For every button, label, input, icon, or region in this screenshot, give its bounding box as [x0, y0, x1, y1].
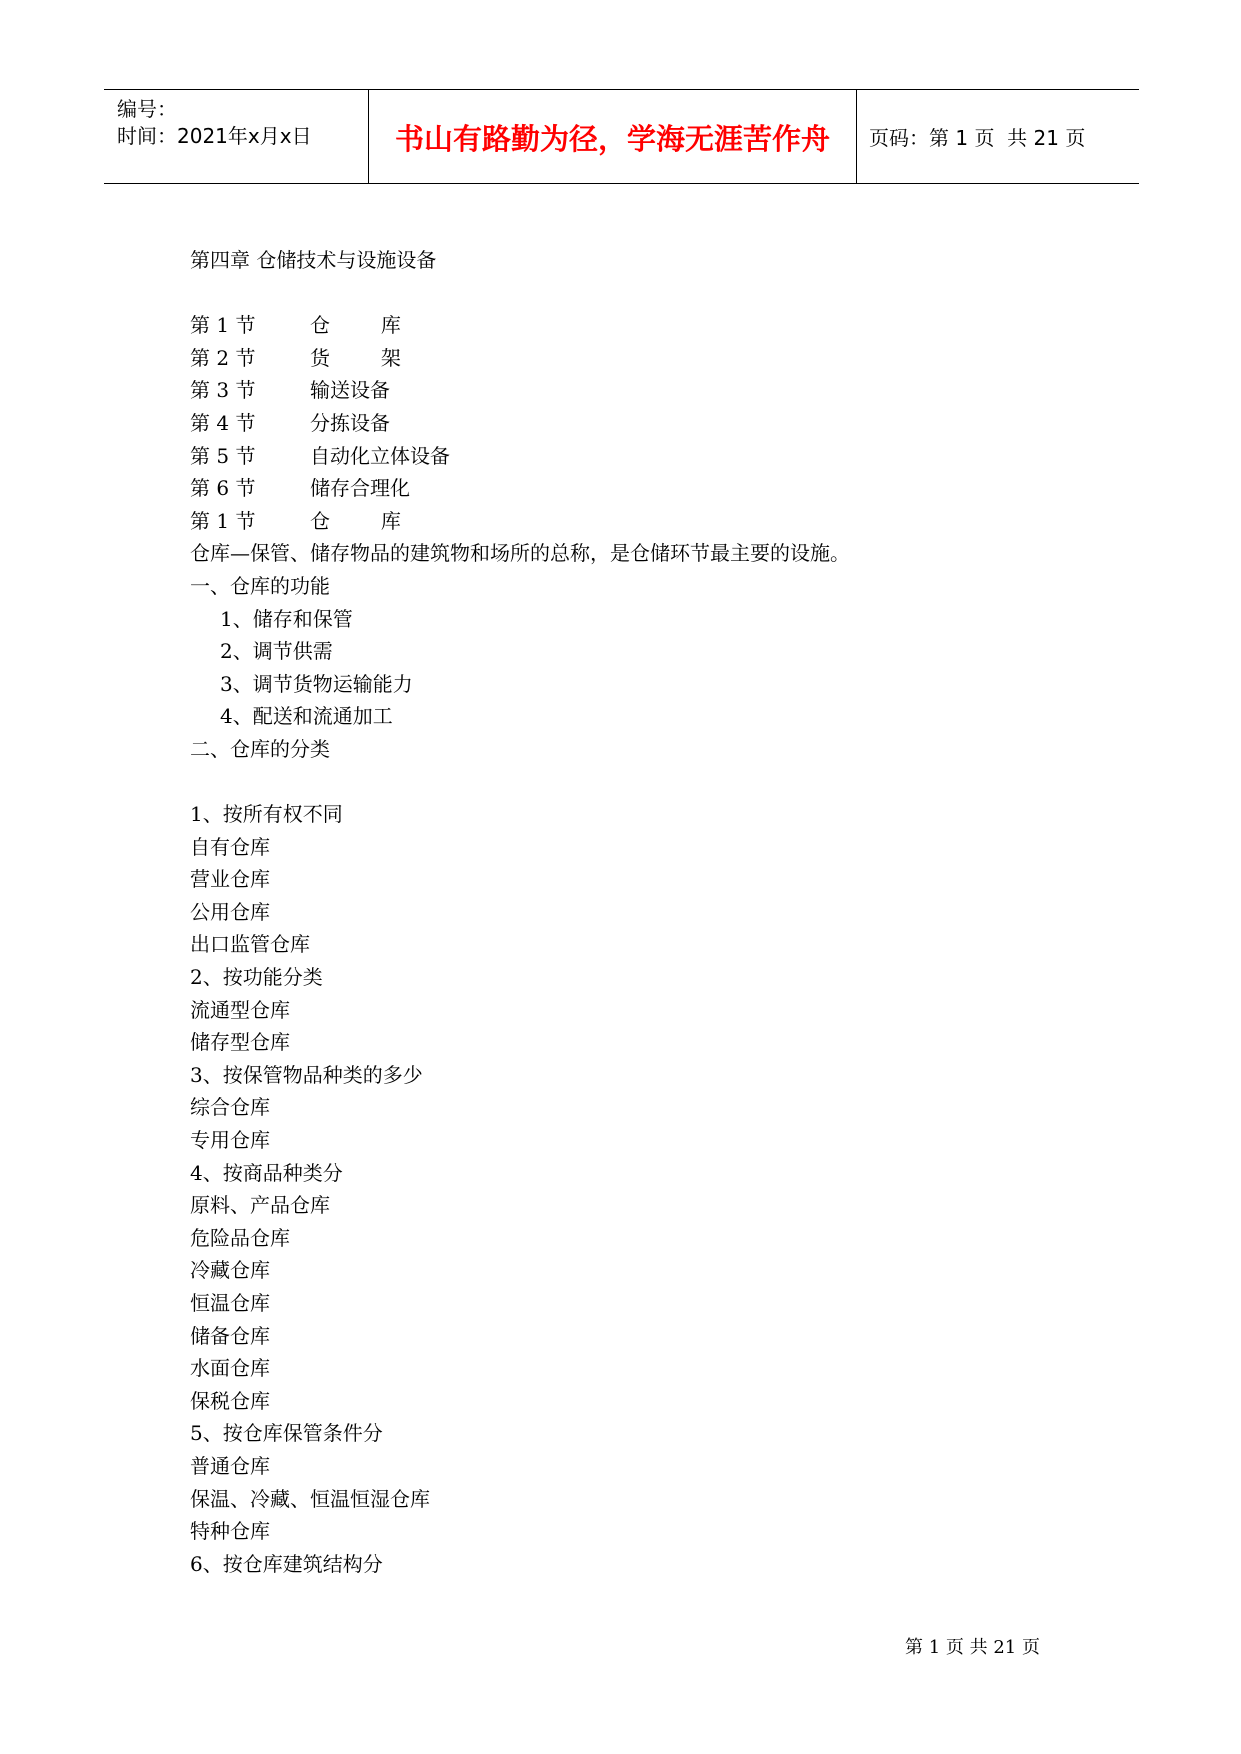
section-name: 仓 库 — [310, 313, 401, 338]
classification-line: 4、按商品种类分 — [190, 1160, 343, 1185]
function-item: 2、调节供需 — [220, 639, 333, 664]
chapter-title: 第四章 仓储技术与设施设备 — [190, 248, 437, 272]
section-line — [190, 374, 850, 407]
page-label: 页码：第 1 页 共 21 页 — [869, 126, 1086, 150]
header-left-cell — [104, 90, 369, 183]
section-number: 第 4 节 — [190, 410, 256, 435]
section-number: 第 5 节 — [190, 443, 256, 468]
section-line — [190, 505, 850, 538]
number-label: 编号： — [117, 97, 177, 121]
header-table — [104, 89, 1139, 184]
section-name: 输送设备 — [310, 378, 390, 403]
classification-line: 特种仓库 — [190, 1519, 270, 1544]
classification-heading: 二、仓库的分类 — [190, 736, 330, 761]
classification-line: 专用仓库 — [190, 1128, 270, 1153]
classification-line: 6、按仓库建筑结构分 — [190, 1551, 383, 1576]
classification-line: 出口监管仓库 — [190, 932, 310, 957]
definition: 仓库—保管、储存物品的建筑物和场所的总称，是仓储环节最主要的设施。 — [190, 541, 850, 566]
section-name: 仓 库 — [310, 508, 401, 533]
section-line — [190, 407, 850, 440]
classification-line: 流通型仓库 — [190, 997, 290, 1022]
section-name: 货 架 — [310, 345, 401, 370]
classification-line: 综合仓库 — [190, 1095, 270, 1120]
section-number: 第 1 节 — [190, 313, 256, 338]
classification-line: 自有仓库 — [190, 834, 270, 859]
header-right-cell — [857, 90, 1139, 183]
section-number: 第 1 节 — [190, 508, 256, 533]
motto: 书山有路勤为径，学海无涯苦作舟 — [369, 90, 857, 183]
classification-line: 公用仓库 — [190, 899, 270, 924]
section-line — [190, 309, 850, 342]
section-line — [190, 472, 850, 505]
function-item: 1、储存和保管 — [220, 606, 353, 631]
page-footer: 第 1 页 共 21 页 — [905, 1637, 1040, 1658]
classification-line: 水面仓库 — [190, 1356, 270, 1381]
blank-line — [190, 766, 850, 799]
classification-line: 1、按所有权不同 — [190, 802, 343, 827]
functions-heading: 一、仓库的功能 — [190, 573, 330, 598]
function-item: 4、配送和流通加工 — [220, 704, 393, 729]
section-name: 分拣设备 — [310, 410, 390, 435]
document-body — [190, 244, 850, 1580]
classification-line: 储存型仓库 — [190, 1030, 290, 1055]
classification-line: 危险品仓库 — [190, 1225, 290, 1250]
classification-line: 普通仓库 — [190, 1453, 270, 1478]
classification-line: 冷藏仓库 — [190, 1258, 270, 1283]
classification-line: 恒温仓库 — [190, 1291, 270, 1315]
section-name: 储存合理化 — [310, 476, 410, 501]
classification-line: 原料、产品仓库 — [190, 1193, 330, 1218]
classification-line: 保税仓库 — [190, 1388, 270, 1413]
section-name: 自动化立体设备 — [310, 443, 450, 468]
time-label: 时间：2021年x月x日 — [117, 124, 312, 148]
section-line — [190, 342, 850, 375]
classification-line: 储备仓库 — [190, 1323, 270, 1348]
function-item: 3、调节货物运输能力 — [220, 671, 413, 696]
classification-line: 2、按功能分类 — [190, 965, 323, 990]
section-number: 第 6 节 — [190, 476, 256, 501]
classification-line: 营业仓库 — [190, 867, 270, 892]
section-line — [190, 440, 850, 473]
classification-line: 3、按保管物品种类的多少 — [190, 1062, 423, 1087]
classification-line: 保温、冷藏、恒温恒湿仓库 — [190, 1486, 430, 1511]
section-number: 第 3 节 — [190, 378, 256, 403]
section-number: 第 2 节 — [190, 345, 256, 370]
classification-line: 5、按仓库保管条件分 — [190, 1421, 383, 1446]
blank-line — [190, 277, 850, 310]
